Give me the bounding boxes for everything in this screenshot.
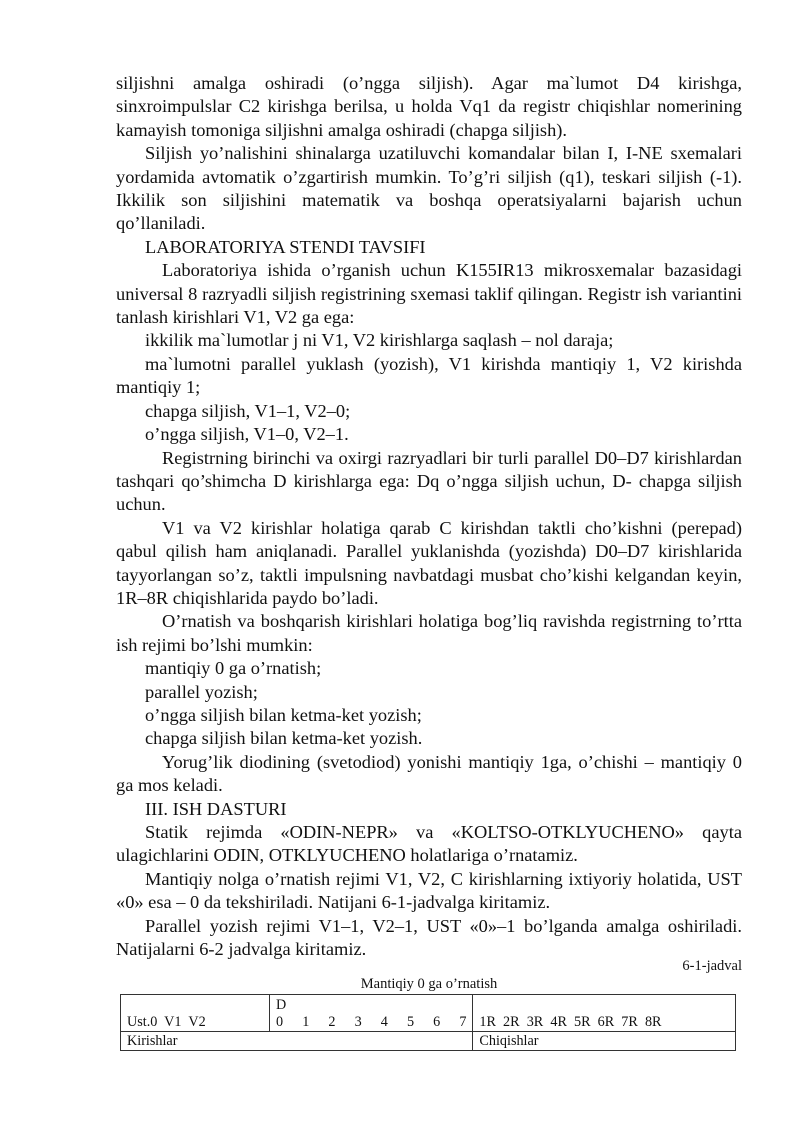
section-heading: III. ISH DASTURI xyxy=(145,798,287,819)
document-body xyxy=(116,72,742,961)
table-header-d xyxy=(270,995,473,1032)
section-heading: LABORATORIYA STENDI TAVSIFI xyxy=(145,236,426,257)
table-number-label: 6-1-jadval xyxy=(682,958,742,974)
list-item: ma`lumotni parallel yuklash (yozish), V1 kirishda mantiqiy 1, V2 kirishda mantiqiy 1; xyxy=(116,353,742,398)
list-item: parallel yozish; xyxy=(145,681,258,702)
paragraph: O’rnatish va boshqarish kirishlari holatiga bog’liq ravishda registrning to’rtta ish rejimi bo’lshi mumkin: xyxy=(116,611,742,655)
paragraph: Registrning birinchi va oxirgi razryadlari bir turli parallel D0–D7 kirishlardan tashqari qo’shimcha D kirishlarga ega: Dq o’ngga siljish uchun, D- chapga siljish uchun. xyxy=(116,447,742,515)
table-row xyxy=(121,1032,736,1051)
table-header-d-label: D xyxy=(276,997,287,1013)
paragraph: Mantiqiy nolga o’rnatish rejimi V1, V2, C kirishlarning ixtiyoriy holatida, UST «0» esa – 0 da tekshiriladi. Natijani 6-1-jadvalga kiritamiz. xyxy=(116,868,742,913)
table-header-outputs xyxy=(473,995,736,1032)
list-item: chapga siljish bilan ketma-ket yozish. xyxy=(145,728,423,749)
list-item: ikkilik ma`lumotlar j ni V1, V2 kirishlarga saqlash – nol daraja; xyxy=(145,330,614,351)
list-item: chapga siljish, V1–1, V2–0; xyxy=(145,400,351,421)
data-table xyxy=(120,994,736,1051)
paragraph: Siljish yo’nalishini shinalarga uzatiluvchi komandalar bilan I, I-NE sxemalari yordamida avtomatik o’zgartirish mumkin. To’g’ri siljish (q1), teskari siljish (-1). Ikkilik son siljishini matematik va boshqa operatsiyalarni bajarish uchun qo’llaniladi. xyxy=(116,143,742,234)
list-item: mantiqiy 0 ga o’rnatish; xyxy=(145,658,322,679)
list-item: o’ngga siljish, V1–0, V2–1. xyxy=(145,424,349,445)
table-header-inputs xyxy=(121,995,270,1032)
table-cell-outputs-label: Chiqishlar xyxy=(473,1032,736,1051)
table-header-row xyxy=(121,995,736,1032)
paragraph: Laboratoriya ishida o’rganish uchun K155IR13 mikrosxemalar bazasidagi universal 8 razryadli siljish registrining sxemasi taklif qilingan. Registr ish variantini tanlash kirishlari V1, V2 ga ega: xyxy=(116,260,742,328)
table-header-inputs-text: Ust.0 V1 V2 xyxy=(127,1014,206,1030)
paragraph: siljishni amalga oshiradi (o’ngga siljish). Agar ma`lumot D4 kirishga, sinxroimpulslar C2 kirishga berilsa, u holda Vq1 da registr chiqishlar nomerining kamayish tomoniga siljishni amalga oshiradi (chapga siljish). xyxy=(116,73,742,140)
paragraph: Parallel yozish rejimi V1–1, V2–1, UST «0»–1 bo’lganda amalga oshiriladi. Natijalarni 6-2 jadvalga kiritamiz. xyxy=(116,915,742,960)
paragraph: Statik rejimda «ODIN-NEPR» va «KOLTSO-OTKLYUCHENO» qayta ulagichlarini ODIN, OTKLYUCHENO holatlariga o’rnatamiz. xyxy=(116,822,742,866)
table-header-outputs-text: 1R 2R 3R 4R 5R 6R 7R 8R xyxy=(479,1014,662,1030)
paragraph: Yorug’lik diodining (svetodiod) yonishi mantiqiy 1ga, o’chishi – mantiqiy 0 ga mos keladi. xyxy=(116,751,742,796)
paragraph: V1 va V2 kirishlar holatiga qarab C kirishdan taktli cho’kishni (perepad) qabul qilish ham aniqlanadi. Parallel yuklanishda (yozishda) D0–D7 kirishlarida tayyorlangan so’z, taktli impulsning navbatdagi musbat cho’kishi kelgandan keyin, 1R–8R chiqishlarida paydo bo’ladi. xyxy=(116,517,742,608)
table-cell-inputs-label: Kirishlar xyxy=(121,1032,473,1051)
table-title: Mantiqiy 0 ga o’rnatish xyxy=(360,976,498,992)
list-item: o’ngga siljish bilan ketma-ket yozish; xyxy=(145,704,422,725)
table-header-d-numbers: 0 1 2 3 4 5 6 7 xyxy=(276,1014,467,1030)
